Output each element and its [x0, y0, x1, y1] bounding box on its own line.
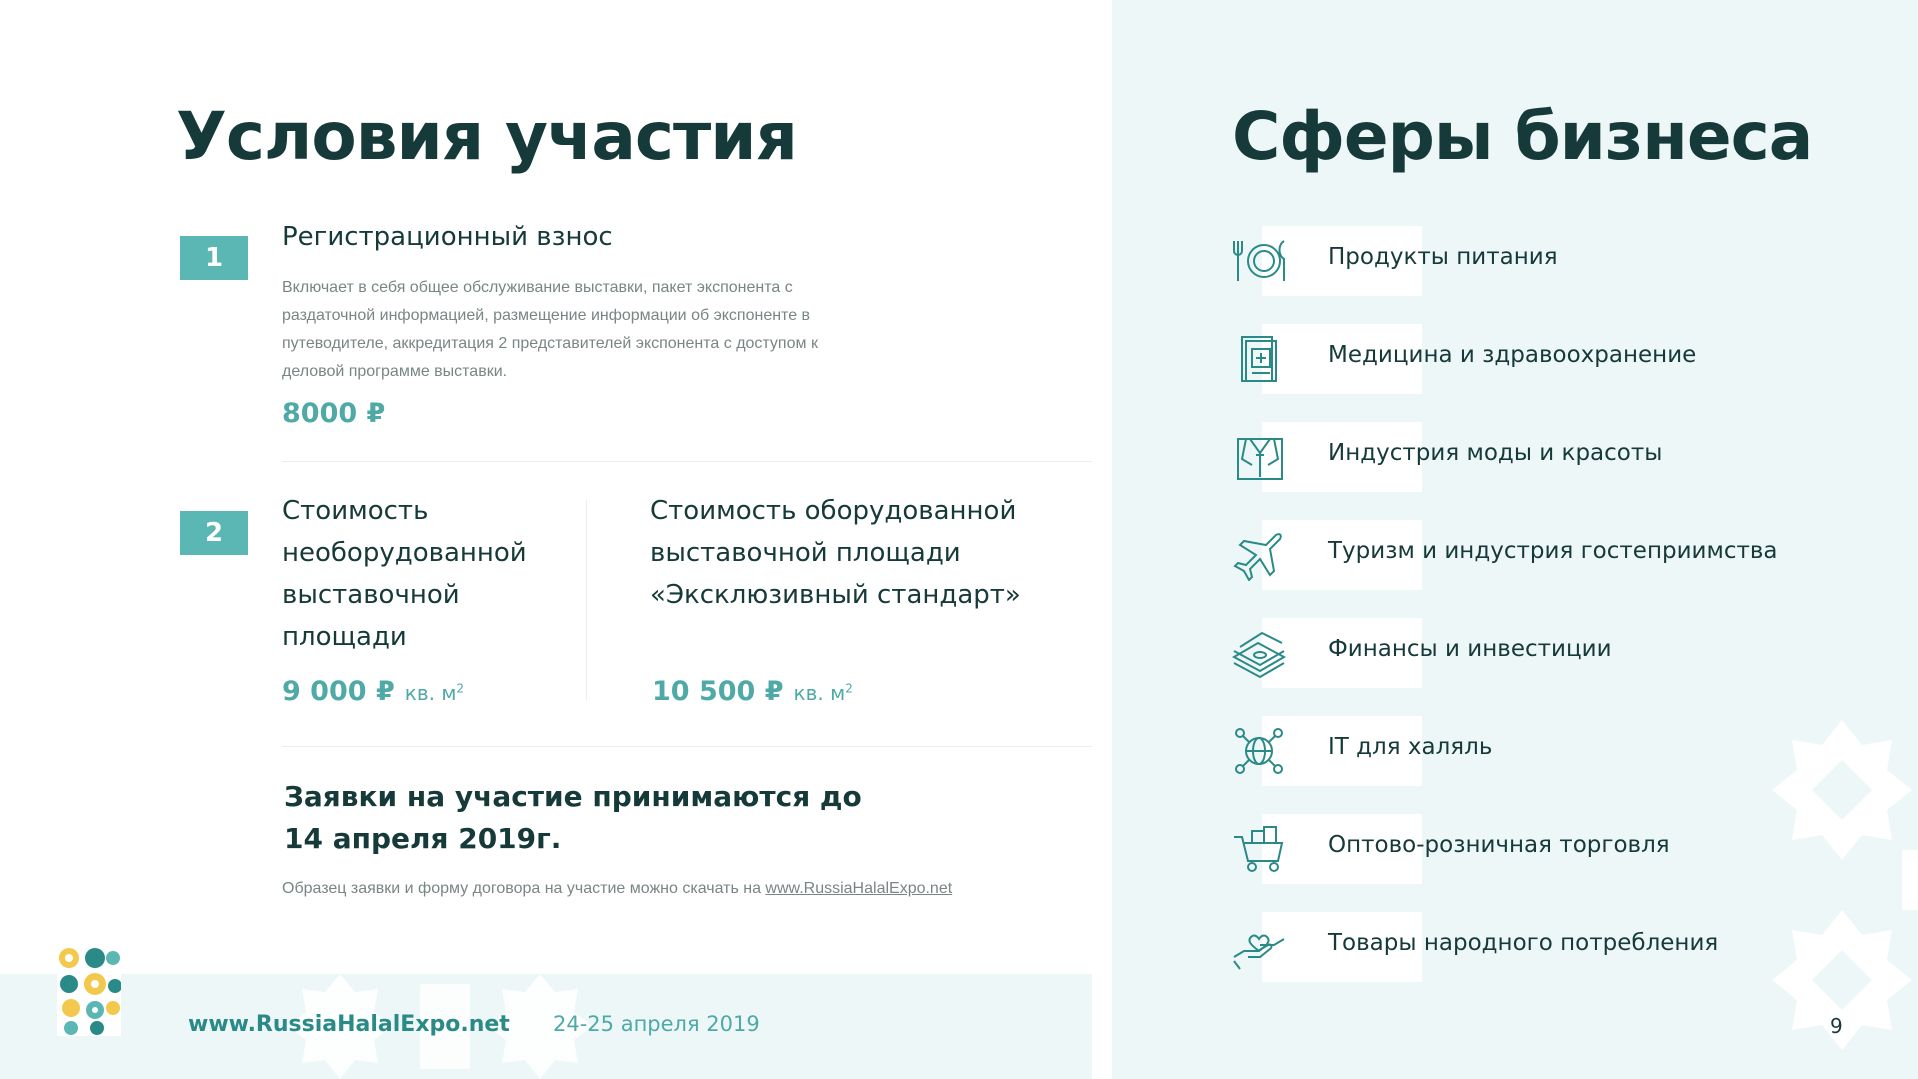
sphere-label: Медицина и здравоохранение — [1328, 342, 1697, 368]
money-stack-icon — [1232, 627, 1286, 679]
sphere-label: Оптово-розничная торговля — [1328, 832, 1670, 858]
sphere-label: Туризм и индустрия гостеприимства — [1328, 538, 1778, 564]
airplane-icon — [1232, 529, 1286, 581]
price-unit: кв. $м^2$ — [404, 681, 465, 705]
halal-expo-logo — [57, 946, 121, 1036]
shopping-cart-icon — [1232, 823, 1286, 875]
price-value: 10 500 ₽ — [652, 676, 784, 707]
page-title-conditions: Условия участия — [176, 98, 797, 175]
equipped-area-price — [652, 676, 853, 707]
number-badge-2: 2 — [180, 511, 248, 555]
divider — [282, 461, 1092, 462]
list-item — [1232, 226, 1792, 296]
download-note — [282, 880, 952, 898]
sphere-label: Финансы и инвестиции — [1328, 636, 1612, 662]
page-title-business-areas: Сферы бизнеса — [1232, 98, 1813, 175]
list-item — [1232, 422, 1792, 492]
number-badge-1: 1 — [180, 236, 248, 280]
globe-network-icon — [1232, 725, 1286, 777]
price-value: 9 000 ₽ — [282, 676, 395, 707]
footer-website[interactable]: www.RussiaHalalExpo.net — [188, 1012, 510, 1037]
suit-icon — [1232, 431, 1286, 483]
list-item — [1232, 520, 1792, 590]
list-item — [1232, 324, 1792, 394]
equipped-area-heading: Стоимость оборудованной выставочной площади «Эксклюзивный стандарт» — [650, 496, 1021, 610]
divider — [282, 746, 1092, 747]
vertical-divider — [586, 500, 587, 700]
list-item — [1232, 912, 1792, 982]
sphere-label: Индустрия моды и красоты — [1328, 440, 1663, 466]
download-note-text: Образец заявки и форму договора на участие можно скачать на — [282, 880, 766, 897]
list-item — [1232, 814, 1792, 884]
sphere-label: IT для халяль — [1328, 734, 1493, 760]
medical-book-icon — [1232, 333, 1286, 385]
sphere-label: Товары народного потребления — [1328, 930, 1719, 956]
registration-fee-description: Включает в себя общее обслуживание выставки, пакет экспонента с раздаточной информацией, размещение информации об экспоненте в путеводителе, аккредитация 2 представителей экспонента с доступом к деловой программе выставки. — [282, 279, 818, 380]
registration-fee-heading: Регистрационный взнос — [282, 222, 613, 252]
sphere-label: Продукты питания — [1328, 244, 1558, 270]
price-unit: кв. $м^2$ — [793, 681, 853, 705]
unequipped-area-heading: Стоимость необорудованной выставочной площади — [282, 496, 527, 652]
footer-band — [0, 974, 1092, 1079]
footer-date: 24-25 апреля 2019 — [553, 1012, 760, 1036]
unequipped-area-price — [282, 676, 464, 707]
plate-cutlery-icon — [1232, 235, 1286, 287]
page-number: 9 — [1830, 1014, 1843, 1038]
list-item — [1232, 716, 1792, 786]
website-link[interactable]: www.RussiaHalalExpo.net — [765, 880, 953, 897]
registration-fee-price: 8000 ₽ — [282, 398, 386, 429]
hand-heart-icon — [1232, 921, 1286, 973]
list-item — [1232, 618, 1792, 688]
application-deadline: Заявки на участие принимаются до 14 апреля 2019г. — [284, 780, 862, 855]
